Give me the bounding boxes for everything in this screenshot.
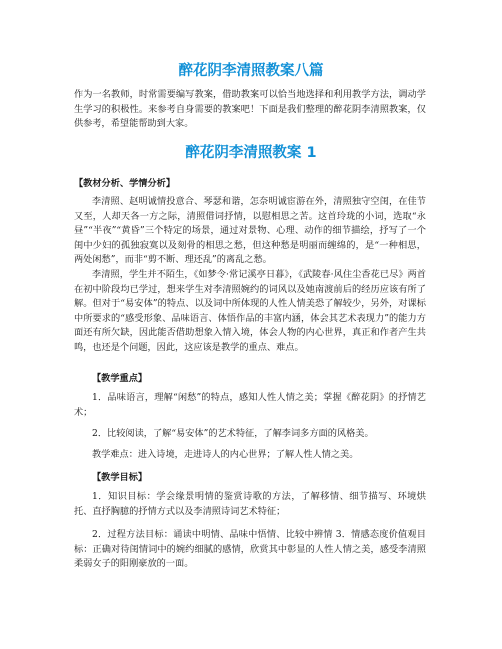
section-title: 醉花阴李清照教案 1 — [185, 145, 317, 161]
heading-focus: 【教学重点】 — [92, 373, 148, 384]
analysis-paragraph-2: 李清照，学生并不陌生，《如梦令·常记溪亭日暮》，《武陵春·风住尘香花已尽》两首在初中阶段均已学过，想来学生对李清照婉约的词风以及她南渡前后的经历应该有所了解。但对于“易安体”的特点、以及词中所体现的人性人情美恐了解较少，另外，对课标中所要求的“感受形象、品味语言、体悟作品的丰富内涵，体会其艺术表现力”的能力方面还有所欠缺，因此能否借助想象入情入境，体会人物的内心世界，真正和作者产生共鸣，也还是个问题，因此，这应该是教学的重点、难点。 — [74, 269, 426, 353]
goal-item-2: 2．过程方法目标：诵读中明情、品味中悟情、比较中辨情 3．情感态度价值观目标：正确对待闺情词中的婉约细腻的感情，欣赏其中彰显的人性人情之美，感受李清照柔弱女子的阳刚豪放的一面。 — [74, 529, 426, 570]
analysis-paragraph-1: 李清照、赵明诚情投意合、琴瑟和谐，怎奈明诚宦游在外，清照独守空闺，在佳节又至，人却天各一方之际，清照借词抒情，以慰相思之苦。这首玲珑的小词，选取“永昼”“半夜”“黄昏”三个特定的场景，通过对景物、心理、动作的细节描绘，抒写了一个闺中少妇的孤独寂寞以及刻骨的相思之愁，但这种愁是明丽而缠绵的，是“一种相思，两处闲愁”，而非“剪不断、理还乱”的离乱之愁。 — [74, 196, 426, 266]
heading-goals: 【教学目标】 — [92, 472, 148, 483]
goal-item-1: 1．知识目标：学会缘景明情的鉴赏诗歌的方法，了解移情、细节描写、环境烘托、直抒胸臆的抒情方式以及李清照诗词艺术特征； — [74, 491, 426, 517]
heading-analysis: 【教材分析、学情分析】 — [74, 178, 176, 189]
focus-item-1: 1．品味语言，理解“闲愁”的特点，感知人性人情之美；掌握《醉花阴》的抒情艺术； — [74, 392, 426, 418]
intro-paragraph: 作为一名教师，时常需要编写教案，借助教案可以恰当地选择和利用教学方法，调动学生学习的积极性。来参考自身需要的教案吧！下面是我们整理的醉花阴李清照教案，仅供参考，希望能帮助到大家。 — [74, 89, 426, 130]
focus-item-2: 2．比较阅读，了解“易安体”的艺术特征，了解李词多方面的风格美。 — [92, 428, 374, 439]
difficulty-paragraph: 教学难点：进入诗境，走进诗人的内心世界；了解人性人情之美。 — [92, 449, 359, 460]
document-title: 醉花阴李清照教案八篇 — [178, 63, 324, 79]
